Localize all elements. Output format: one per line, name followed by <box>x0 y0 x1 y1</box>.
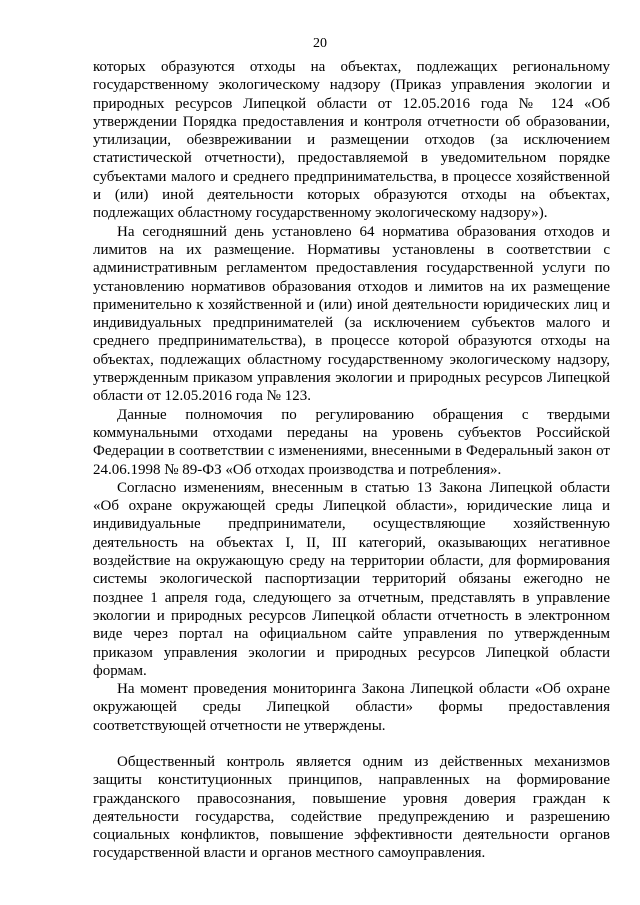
page-number: 20 <box>313 36 327 51</box>
paragraph-solid-waste-powers: Данные полномочия по регулированию обращения с твердыми коммунальными отходами переданы на уровень субъектов Российской Федерации в соответствии с изменениями, внесенными в Федеральный закон от 24.06.1998 № 89-ФЗ «Об отходах производства и потребления». <box>93 406 610 478</box>
paragraph-waste-norms: На сегодняшний день установлено 64 норматива образования отходов и лимитов на их размещение. Нормативы установлены в соответствии с административным регламентом предоставления государственной услуги по установлению нормативов образования отходов и лимитов на их размещение применительно к хозяйственной и (или) иной деятельности юридических лиц и индивидуальных предпринимателей (за исключением субъектов малого и среднего предпринимательства), в процессе которой образуются отходы на объектах, подлежащих областному государственному экологическому надзору, утвержденным приказом управления экологии и природных ресурсов Липецкой области от 12.05.2016 года № 123. <box>93 223 610 405</box>
paragraph-public-control: Общественный контроль является одним из действенных механизмов защиты конституционных принципов, направленных на формирование гражданского правосознания, повышение уровня доверия граждан к деятельности государства, содействие предупреждению и разрешению социальных конфликтов, повышение эффективности деятельности органов государственной власти и органов местного самоуправления. <box>93 753 610 862</box>
paragraph-spacer <box>93 735 610 753</box>
paragraph-reporting-order: которых образуются отходы на объектах, подлежащих региональному государственному экологическому надзору (Приказ управления экологии и природных ресурсов Липецкой области от 12.05.2016 года № 124 «Об утверждении Порядка предоставления и контроля отчетности об образовании, утилизации, обезвреживании и размещении отходов (за исключением статистической отчетности), предоставляемой в уведомительном порядке субъектами малого и среднего предпринимательства, в процессе хозяйственной и (или) иной деятельности которых образуются отходы на объектах, подлежащих областному государственному экологическому надзору»). <box>93 59 610 222</box>
paragraph-monitoring-status: На момент проведения мониторинга Закона Липецкой области «Об охране окружающей среды Липецкой области» формы предоставления соответствующей отчетности не утверждены. <box>93 681 610 734</box>
paragraph-article-13-changes: Согласно изменениям, внесенным в статью 13 Закона Липецкой области «Об охране окружающей среды Липецкой области», юридические лица и индивидуальные предприниматели, осуществляющие хозяйственную деятельность на объектах I, II, III категорий, оказывающих негативное воздействие на окружающую среду на территории области, для формирования системы экологической паспортизации территорий обязаны ежегодно не позднее 1 апреля года, следующего за отчетным, представлять в управление экологии и природных ресурсов Липецкой области отчетность в электронном виде через портал на официальном сайте управления по утвержденным приказом управления экологии и природных ресурсов Липецкой области формам. <box>93 479 610 679</box>
document-body <box>93 58 610 863</box>
